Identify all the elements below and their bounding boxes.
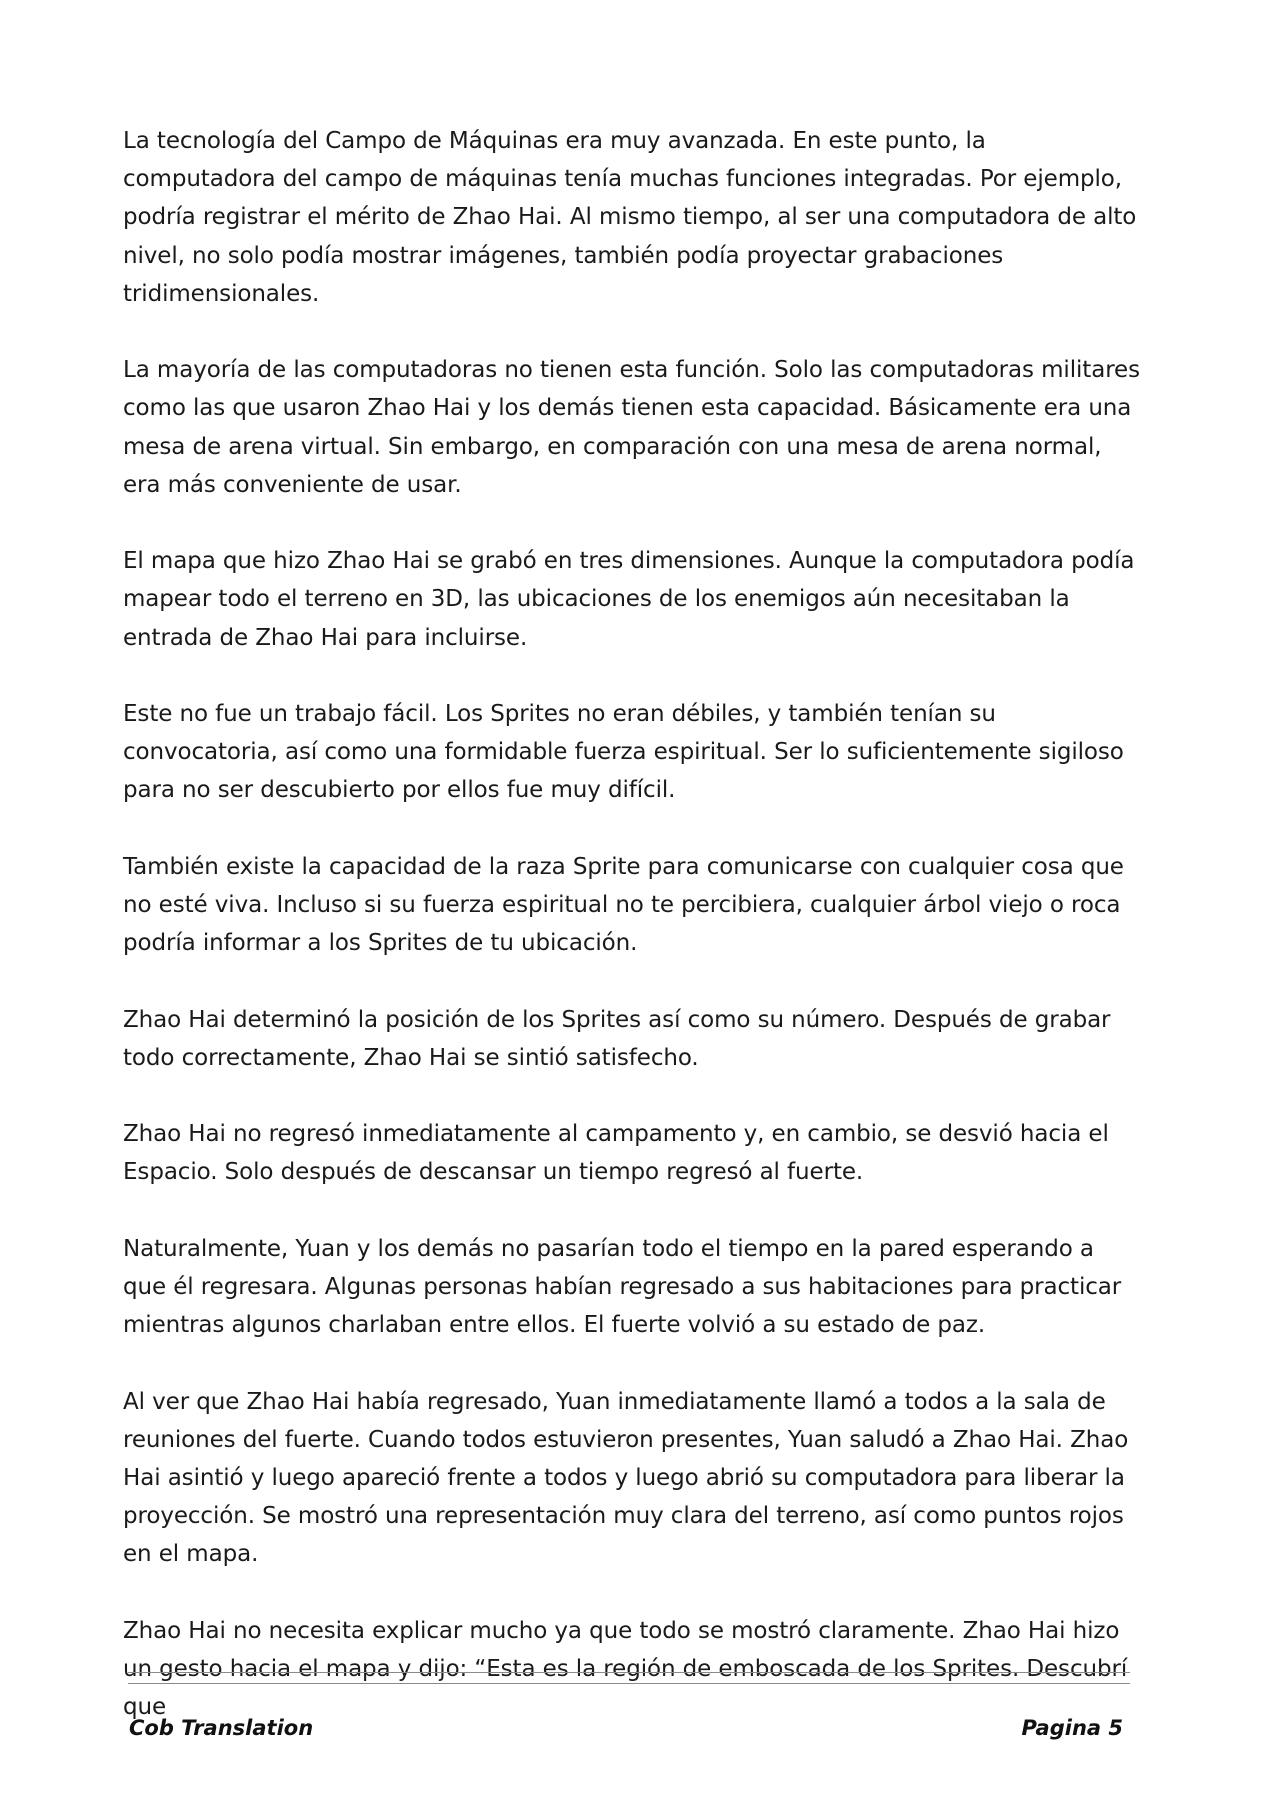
paragraph-4: Este no fue un trabajo fácil. Los Sprites no eran débiles, y también tenían su convocatoria, así como una formidable fuerza espiritual. Ser lo suficientemente sigiloso para no ser descubierto por ellos fue muy difícil. <box>123 701 1124 804</box>
paragraph-6: Zhao Hai determinó la posición de los Sprites así como su número. Después de grabar todo correctamente, Zhao Hai se sintió satisfecho. <box>123 1006 1111 1071</box>
body-text <box>123 122 1143 1765</box>
footer-credit: Cob Translation <box>129 1716 314 1740</box>
footer-divider-top <box>128 1672 1130 1673</box>
paragraph-7: Zhao Hai no regresó inmediatamente al campamento y, en cambio, se desvió hacia el Espacio. Solo después de descansar un tiempo regresó al fuerte. <box>123 1121 1109 1186</box>
page-number: Pagina 5 <box>1021 1716 1123 1740</box>
footer-divider-bottom <box>128 1683 1130 1684</box>
paragraph-10: Zhao Hai no necesita explicar mucho ya que todo se mostró claramente. Zhao Hai hizo un gesto hacia el mapa y dijo: “Esta es la región de emboscada de los Sprites. Descubrí que <box>123 1617 1128 1721</box>
paragraph-5: También existe la capacidad de la raza Sprite para comunicarse con cualquier cosa que no esté viva. Incluso si su fuerza espiritual no te percibiera, cualquier árbol viejo o roca podría informar a los Sprites de tu ubicación. <box>123 853 1124 957</box>
paragraph-2: La mayoría de las computadoras no tienen esta función. Solo las computadoras militares como las que usaron Zhao Hai y los demás tienen esta capacidad. Básicamente era una mesa de arena virtual. Sin embargo, en comparación con una mesa de arena normal, era más conveniente de usar. <box>123 357 1140 498</box>
paragraph-3: El mapa que hizo Zhao Hai se grabó en tres dimensiones. Aunque la computadora podía mapear todo el terreno en 3D, las ubicaciones de los enemigos aún necesitaban la entrada de Zhao Hai para incluirse. <box>123 548 1135 651</box>
paragraph-9: Al ver que Zhao Hai había regresado, Yuan inmediatamente llamó a todos a la sala de reuniones del fuerte. Cuando todos estuvieron presentes, Yuan saludó a Zhao Hai. Zhao Hai asintió y luego apareció frente a todos y luego abrió su computadora para liberar la proyección. Se mostró una representación muy clara del terreno, así como puntos rojos en el mapa. <box>123 1388 1129 1568</box>
paragraph-1: La tecnología del Campo de Máquinas era muy avanzada. En este punto, la computadora del campo de máquinas tenía muchas funciones integradas. Por ejemplo, podría registrar el mérito de Zhao Hai. Al mismo tiempo, al ser una computadora de alto nivel, no solo podía mostrar imágenes, también podía proyectar grabaciones tridimensionales. <box>123 128 1137 307</box>
paragraph-8: Naturalmente, Yuan y los demás no pasarían todo el tiempo en la pared esperando a que él regresara. Algunas personas habían regresado a sus habitaciones para practicar mientras algunos charlaban entre ellos. El fuerte volvió a su estado de paz. <box>123 1235 1122 1339</box>
